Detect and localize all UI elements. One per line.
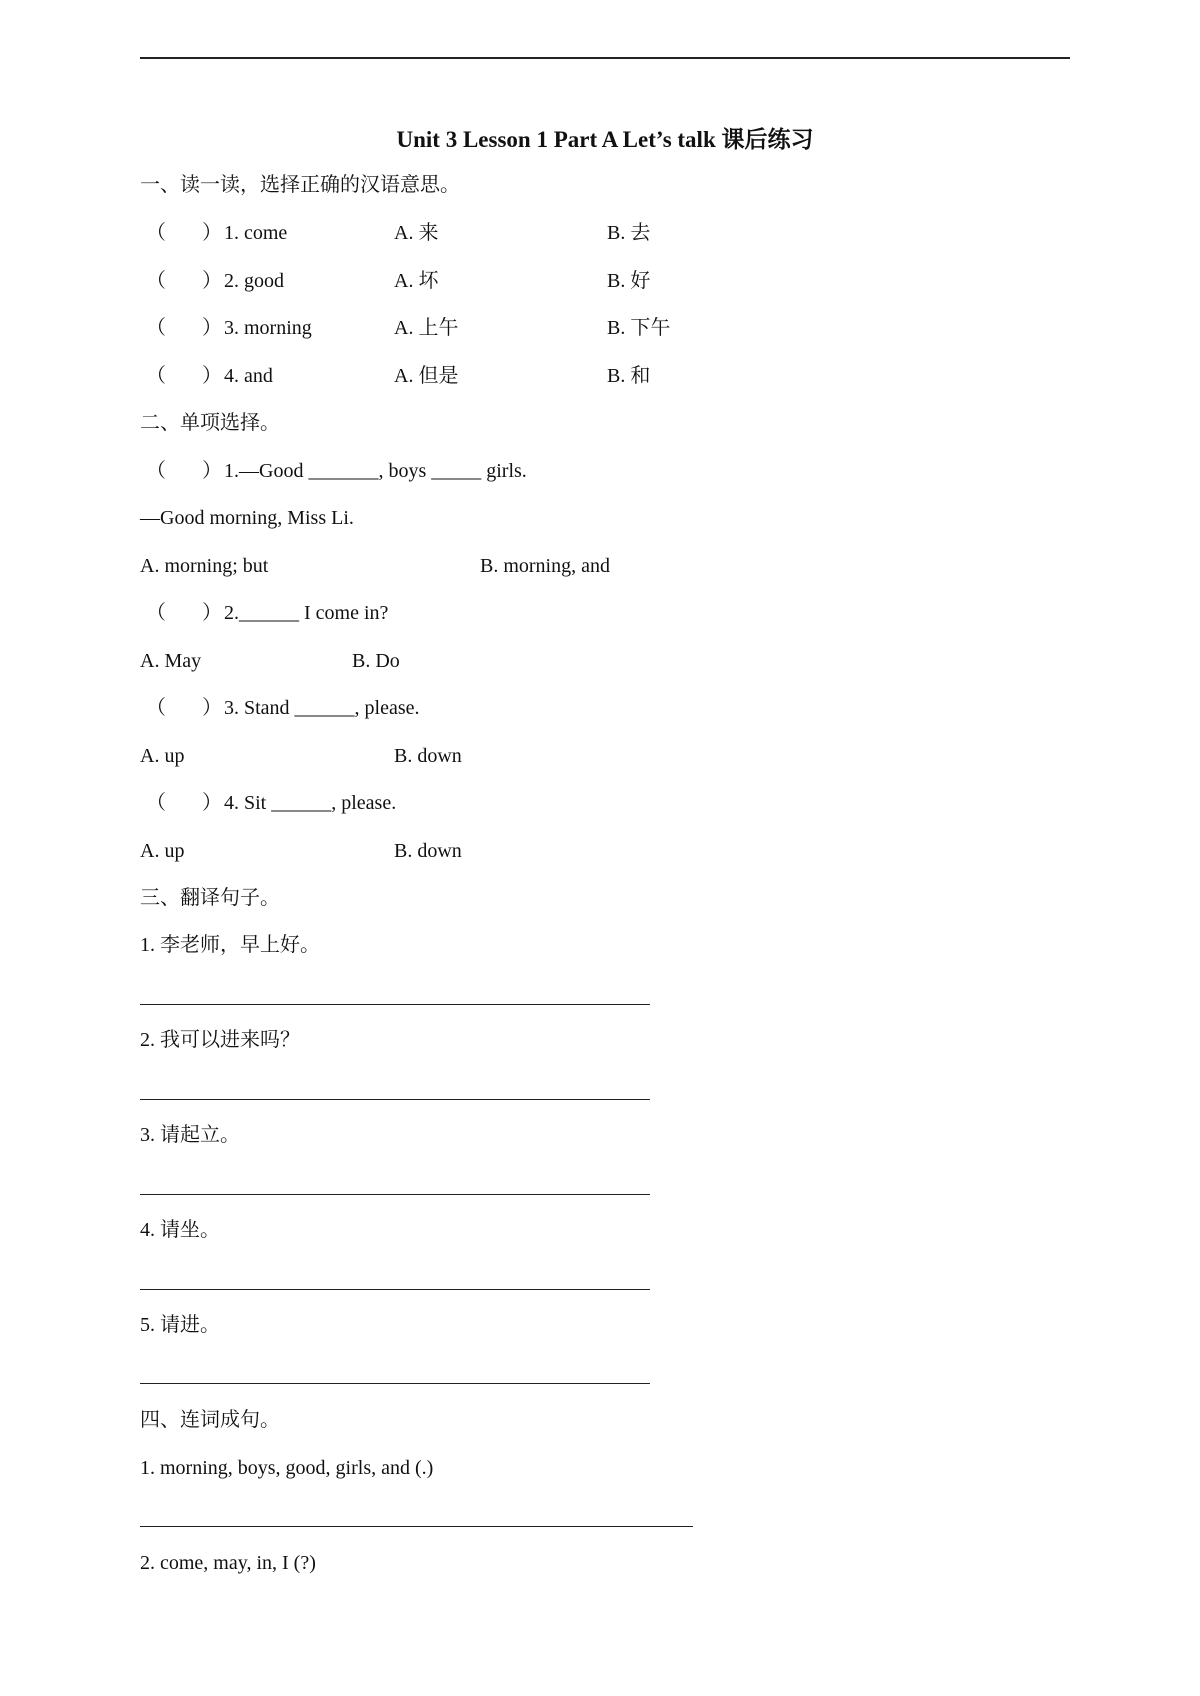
paren-close: ） <box>202 317 222 339</box>
page-title: Unit 3 Lesson 1 Part A Let’s talk 课后练习 <box>396 127 814 152</box>
answer-parens[interactable] <box>146 598 222 628</box>
s2-q1-stem: 1.—Good _______, boys _____ girls. <box>224 460 527 482</box>
header-rule <box>140 57 1070 59</box>
s3-item-3: 3. 请起立。 <box>140 1124 240 1146</box>
s3-answer-line-3[interactable] <box>140 1194 650 1195</box>
s3-answer-line-2[interactable] <box>140 1099 650 1100</box>
s4-item-2: 2. come, may, in, I (?) <box>140 1552 316 1574</box>
section2-heading: 二、单项选择。 <box>140 412 280 434</box>
answer-parens[interactable] <box>146 693 222 723</box>
s3-item-1: 1. 李老师，早上好。 <box>140 934 320 956</box>
section4-heading: 四、连词成句。 <box>140 1409 280 1431</box>
answer-parens[interactable] <box>146 788 222 818</box>
s4-answer-line-1[interactable] <box>140 1526 693 1527</box>
s3-answer-line-5[interactable] <box>140 1383 650 1384</box>
s2-q2-option-b: B. Do <box>352 650 400 672</box>
paren-close: ） <box>202 270 222 292</box>
s1-q2-option-b: B. 好 <box>607 270 651 292</box>
s2-q3-option-b: B. down <box>394 745 462 767</box>
s3-answer-line-1[interactable] <box>140 1004 650 1005</box>
s1-q2-option-a: A. 坏 <box>394 270 439 292</box>
s2-q1-option-a: A. morning; but <box>140 555 269 577</box>
s1-q1-option-a: A. 来 <box>394 222 439 244</box>
s1-q1-option-b: B. 去 <box>607 222 651 244</box>
s3-item-5: 5. 请进。 <box>140 1314 220 1336</box>
paren-open: （ <box>146 270 166 292</box>
section1-heading: 一、读一读，选择正确的汉语意思。 <box>140 174 460 196</box>
s2-q4-stem: 4. Sit ______, please. <box>224 792 397 814</box>
section3-heading: 三、翻译句子。 <box>140 887 280 909</box>
paren-open: （ <box>146 602 166 624</box>
paren-open: （ <box>146 222 166 244</box>
s1-q4-word: 4. and <box>224 365 273 387</box>
answer-parens[interactable] <box>146 361 222 391</box>
s2-q4-option-a: A. up <box>140 840 185 862</box>
paren-open: （ <box>146 792 166 814</box>
paren-close: ） <box>202 602 222 624</box>
s2-q3-stem: 3. Stand ______, please. <box>224 697 420 719</box>
answer-parens[interactable] <box>146 218 222 248</box>
s2-q3-option-a: A. up <box>140 745 185 767</box>
s2-q4-option-b: B. down <box>394 840 462 862</box>
s1-q1-word: 1. come <box>224 222 288 244</box>
paren-open: （ <box>146 317 166 339</box>
s1-q4-option-b: B. 和 <box>607 365 651 387</box>
s1-q3-word: 3. morning <box>224 317 312 339</box>
answer-parens[interactable] <box>146 313 222 343</box>
s3-item-2: 2. 我可以进来吗？ <box>140 1029 300 1051</box>
s1-q4-option-a: A. 但是 <box>394 365 459 387</box>
s3-item-4: 4. 请坐。 <box>140 1219 220 1241</box>
s2-q1-option-b: B. morning, and <box>480 555 610 577</box>
paren-close: ） <box>202 697 222 719</box>
s2-q2-stem: 2.______ I come in? <box>224 602 389 624</box>
paren-close: ） <box>202 222 222 244</box>
s2-q2-option-a: A. May <box>140 650 202 672</box>
s2-q1-reply: —Good morning, Miss Li. <box>140 507 354 529</box>
paren-open: （ <box>146 697 166 719</box>
s1-q3-option-b: B. 下午 <box>607 317 671 339</box>
paren-open: （ <box>146 460 166 482</box>
paren-open: （ <box>146 365 166 387</box>
s4-item-1: 1. morning, boys, good, girls, and (.) <box>140 1457 434 1479</box>
answer-parens[interactable] <box>146 456 222 486</box>
s3-answer-line-4[interactable] <box>140 1289 650 1290</box>
paren-close: ） <box>202 365 222 387</box>
paren-close: ） <box>202 792 222 814</box>
answer-parens[interactable] <box>146 266 222 296</box>
s1-q2-word: 2. good <box>224 270 284 292</box>
s1-q3-option-a: A. 上午 <box>394 317 459 339</box>
paren-close: ） <box>202 460 222 482</box>
